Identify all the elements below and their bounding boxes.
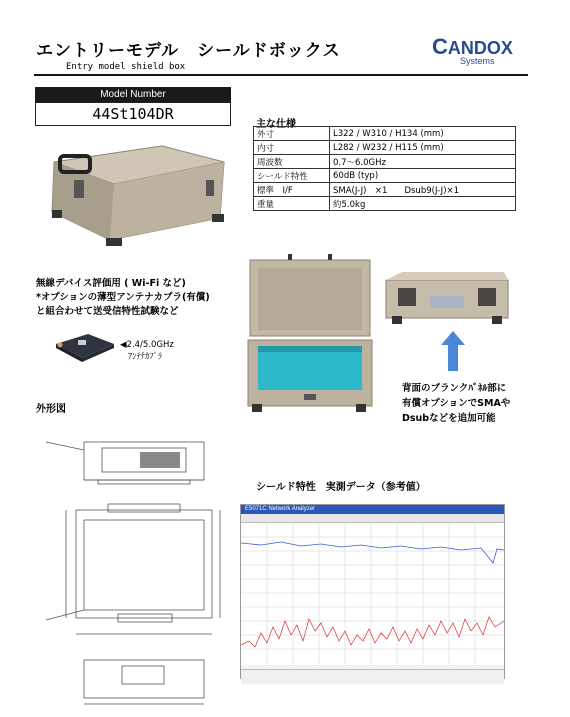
spec-value: SMA(J-J) ×1 Dsub9(J-J)×1: [330, 183, 516, 197]
spec-key: 周波数: [254, 155, 330, 169]
spec-value: 約5.0kg: [330, 197, 516, 211]
rear-panel-note: [402, 381, 510, 426]
spec-value: 60dB (typ): [330, 169, 516, 183]
spec-value: L282 / W232 / H115 (mm): [330, 141, 516, 155]
outline-title: 外形図: [36, 404, 66, 415]
spec-value: 0.7～6.0GHz: [330, 155, 516, 169]
shield-box-rear-photo: [382, 270, 512, 330]
logo-sub: Systems: [460, 56, 495, 66]
coupler-label: [120, 339, 174, 363]
header-divider: [34, 74, 528, 76]
logo-initial: C: [432, 34, 448, 59]
antenna-coupler-photo: [52, 330, 118, 364]
logo-rest: ANDOX: [447, 38, 513, 58]
spec-title: 主な仕様: [256, 119, 296, 130]
spec-key: 重量: [254, 197, 330, 211]
spec-value: L322 / W310 / H134 (mm): [330, 127, 516, 141]
analyzer-menu-bar: [241, 514, 504, 523]
analyzer-plot: [241, 523, 504, 665]
shield-box-open-photo: [244, 254, 376, 420]
spec-key: 外寸: [254, 127, 330, 141]
coupler-label-line: ◀2.4/5.0GHz: [120, 340, 174, 350]
usage-line: *オプションの薄型アンテナカプラ(有償): [36, 292, 210, 303]
up-arrow-icon: [440, 330, 466, 372]
usage-line: 無線デバイス評価用 ( Wi-Fi など): [36, 278, 186, 289]
page-subtitle: Entry model shield box: [66, 62, 186, 72]
page-title: エントリーモデル シールドボックス: [36, 41, 341, 61]
usage-description: [36, 277, 210, 319]
model-number-value: 44St104DR: [35, 102, 231, 126]
usage-line: と組合わせて送受信特性試験など: [36, 306, 179, 317]
spec-key: 標準 I/F: [254, 183, 330, 197]
spec-key: 内寸: [254, 141, 330, 155]
outline-drawing: [36, 424, 222, 710]
spec-table: [253, 126, 516, 211]
spec-key: シールド特性: [254, 169, 330, 183]
shield-box-closed-photo: [44, 140, 230, 252]
coupler-label-line: ｱﾝﾃﾅｶﾌﾟﾗ: [128, 352, 163, 362]
table-row: [254, 183, 516, 197]
analyzer-window-title: E5071C Network Analyzer: [241, 505, 504, 514]
table-row: [254, 141, 516, 155]
table-row: [254, 127, 516, 141]
model-number-label: Model Number: [35, 87, 231, 102]
note-line: Dsubなどを追加可能: [402, 413, 496, 424]
note-line: 背面のブランクﾊﾟﾈﾙ部に: [402, 383, 507, 394]
candox-logo: [432, 34, 530, 68]
analyzer-status-area: [241, 669, 504, 684]
table-row: [254, 155, 516, 169]
measurement-title: シールド特性 実測データ（参考値）: [256, 482, 426, 493]
table-row: [254, 197, 516, 211]
note-line: 有償オプションでSMAや: [402, 398, 511, 409]
network-analyzer-screenshot: [240, 504, 505, 679]
table-row: [254, 169, 516, 183]
